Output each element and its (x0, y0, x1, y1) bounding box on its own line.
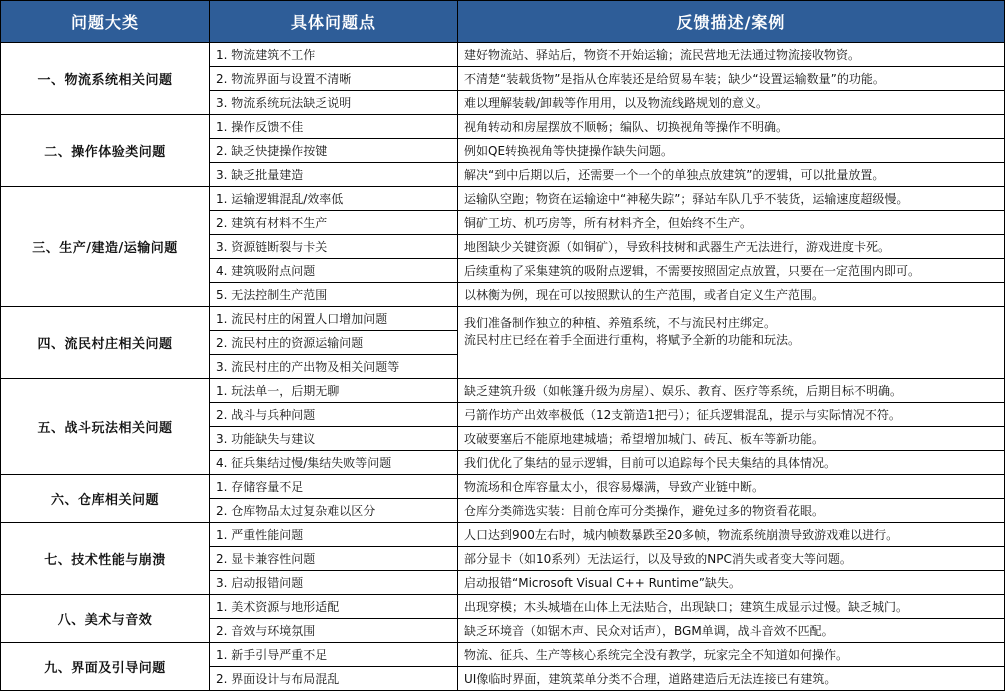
feedback-cell[interactable]: 解决“到中后期以后，还需要一个一个的单独点放建筑”的逻辑，可以批量放置。 (458, 163, 1005, 187)
feedback-line: 流民村庄已经在着手全面进行重构，将赋予全新的功能和玩法。 (464, 333, 801, 347)
table-row (1, 643, 1005, 667)
category-cell[interactable]: 九、界面及引导问题 (1, 643, 210, 691)
problem-point-cell[interactable]: 1. 美术资源与地形适配 (210, 595, 458, 619)
feedback-cell[interactable]: 部分显卡（如10系列）无法运行，以及导致的NPC消失或者变大等问题。 (458, 547, 1005, 571)
feedback-cell[interactable]: 缺乏建筑升级（如帐篷升级为房屋）、娱乐、教育、医疗等系统，后期目标不明确。 (458, 379, 1005, 403)
problem-point-cell[interactable]: 5. 无法控制生产范围 (210, 283, 458, 307)
feedback-cell[interactable]: 仓库分类筛选实装：目前仓库可分类操作，避免过多的物资看花眼。 (458, 499, 1005, 523)
feedback-cell[interactable]: 攻破要塞后不能原地建城墙；希望增加城门、砖瓦、板车等新功能。 (458, 427, 1005, 451)
problem-point-cell[interactable]: 1. 玩法单一，后期无聊 (210, 379, 458, 403)
problem-point-cell[interactable]: 1. 严重性能问题 (210, 523, 458, 547)
problem-point-cell[interactable]: 1. 物流建筑不工作 (210, 43, 458, 67)
problem-point-cell[interactable]: 1. 存储容量不足 (210, 475, 458, 499)
feedback-cell[interactable]: 人口达到900左右时，城内帧数暴跌至20多帧，物流系统崩溃导致游戏难以进行。 (458, 523, 1005, 547)
problem-point-cell[interactable]: 3. 资源链断裂与卡关 (210, 235, 458, 259)
feedback-cell[interactable]: 以林衡为例，现在可以按照默认的生产范围，或者自定义生产范围。 (458, 283, 1005, 307)
table-row (1, 595, 1005, 619)
feedback-cell[interactable]: 后续重构了采集建筑的吸附点逻辑，不需要按照固定点放置，只要在一定范围内即可。 (458, 259, 1005, 283)
feedback-cell[interactable]: 铜矿工坊、机巧房等，所有材料齐全，但始终不生产。 (458, 211, 1005, 235)
feedback-cell[interactable]: 物流、征兵、生产等核心系统完全没有教学，玩家完全不知道如何操作。 (458, 643, 1005, 667)
problem-point-cell[interactable]: 2. 建筑有材料不生产 (210, 211, 458, 235)
header-category[interactable]: 问题大类 (1, 1, 210, 43)
table-row (1, 307, 1005, 331)
category-cell[interactable]: 五、战斗玩法相关问题 (1, 379, 210, 475)
problem-point-cell[interactable]: 2. 物流界面与设置不清晰 (210, 67, 458, 91)
problem-point-cell[interactable]: 2. 界面设计与布局混乱 (210, 667, 458, 691)
category-cell[interactable]: 七、技术性能与崩溃 (1, 523, 210, 595)
problem-point-cell[interactable]: 1. 运输逻辑混乱/效率低 (210, 187, 458, 211)
feedback-cell[interactable]: 运输队空跑；物资在运输途中“神秘失踪”；驿站车队几乎不装货，运输速度超级慢。 (458, 187, 1005, 211)
problem-point-cell[interactable]: 3. 流民村庄的产出物及相关问题等 (210, 355, 458, 379)
problem-point-cell[interactable]: 2. 缺乏快捷操作按键 (210, 139, 458, 163)
category-cell[interactable]: 八、美术与音效 (1, 595, 210, 643)
feedback-cell[interactable]: 地图缺少关键资源（如铜矿），导致科技树和武器生产无法进行，游戏进度卡死。 (458, 235, 1005, 259)
category-cell[interactable]: 一、物流系统相关问题 (1, 43, 210, 115)
category-cell[interactable]: 六、仓库相关问题 (1, 475, 210, 523)
feedback-cell[interactable]: 难以理解装载/卸载等作用用，以及物流线路规划的意义。 (458, 91, 1005, 115)
table-header (1, 1, 1005, 43)
table-body (1, 43, 1005, 691)
category-cell[interactable]: 三、生产/建造/运输问题 (1, 187, 210, 307)
table-row (1, 475, 1005, 499)
problem-point-cell[interactable]: 4. 征兵集结过慢/集结失败等问题 (210, 451, 458, 475)
header-feedback[interactable]: 反馈描述/案例 (458, 1, 1005, 43)
header-row (1, 1, 1005, 43)
feedback-cell[interactable]: 弓箭作坊产出效率极低（12支箭造1把弓）；征兵逻辑混乱，提示与实际情况不符。 (458, 403, 1005, 427)
header-point[interactable]: 具体问题点 (210, 1, 458, 43)
problem-point-cell[interactable]: 4. 建筑吸附点问题 (210, 259, 458, 283)
category-cell[interactable]: 二、操作体验类问题 (1, 115, 210, 187)
table-row (1, 115, 1005, 139)
problem-point-cell[interactable]: 2. 战斗与兵种问题 (210, 403, 458, 427)
feedback-cell[interactable]: 缺乏环境音（如锯木声、民众对话声），BGM单调，战斗音效不匹配。 (458, 619, 1005, 643)
problem-point-cell[interactable]: 2. 显卡兼容性问题 (210, 547, 458, 571)
feedback-cell[interactable]: 启动报错“Microsoft Visual C++ Runtime”缺失。 (458, 571, 1005, 595)
problem-point-cell[interactable]: 1. 操作反馈不佳 (210, 115, 458, 139)
problem-point-cell[interactable]: 3. 缺乏批量建造 (210, 163, 458, 187)
feedback-cell[interactable]: 视角转动和房屋摆放不顺畅；编队、切换视角等操作不明确。 (458, 115, 1005, 139)
table-row (1, 43, 1005, 67)
table-row (1, 187, 1005, 211)
feedback-cell[interactable]: 物流场和仓库容量太小，很容易爆满，导致产业链中断。 (458, 475, 1005, 499)
problem-point-cell[interactable]: 3. 物流系统玩法缺乏说明 (210, 91, 458, 115)
problem-point-cell[interactable]: 1. 流民村庄的闲置人口增加问题 (210, 307, 458, 331)
feedback-cell-merged[interactable] (458, 307, 1005, 379)
feedback-line: 我们准备制作独立的种植、养殖系统，不与流民村庄绑定。 (464, 316, 777, 330)
feedback-cell[interactable]: 例如QE转换视角等快捷操作缺失问题。 (458, 139, 1005, 163)
feedback-cell[interactable]: 不清楚“装载货物”是指从仓库装还是给贸易车装；缺少“设置运输数量”的功能。 (458, 67, 1005, 91)
feedback-cell[interactable]: 建好物流站、驿站后，物资不开始运输；流民营地无法通过物流接收物资。 (458, 43, 1005, 67)
table-row (1, 523, 1005, 547)
table-row (1, 379, 1005, 403)
problem-point-cell[interactable]: 2. 音效与环境氛围 (210, 619, 458, 643)
problem-point-cell[interactable]: 3. 功能缺失与建议 (210, 427, 458, 451)
category-cell[interactable]: 四、流民村庄相关问题 (1, 307, 210, 379)
problem-point-cell[interactable]: 3. 启动报错问题 (210, 571, 458, 595)
feedback-cell[interactable]: UI像临时界面，建筑菜单分类不合理，道路建造后无法连接已有建筑。 (458, 667, 1005, 691)
feedback-cell[interactable]: 出现穿模；木头城墙在山体上无法贴合，出现缺口；建筑生成显示过慢。缺乏城门。 (458, 595, 1005, 619)
problem-point-cell[interactable]: 2. 仓库物品太过复杂难以区分 (210, 499, 458, 523)
problem-point-cell[interactable]: 2. 流民村庄的资源运输问题 (210, 331, 458, 355)
feedback-cell[interactable]: 我们优化了集结的显示逻辑，目前可以追踪每个民夫集结的具体情况。 (458, 451, 1005, 475)
problem-point-cell[interactable]: 1. 新手引导严重不足 (210, 643, 458, 667)
